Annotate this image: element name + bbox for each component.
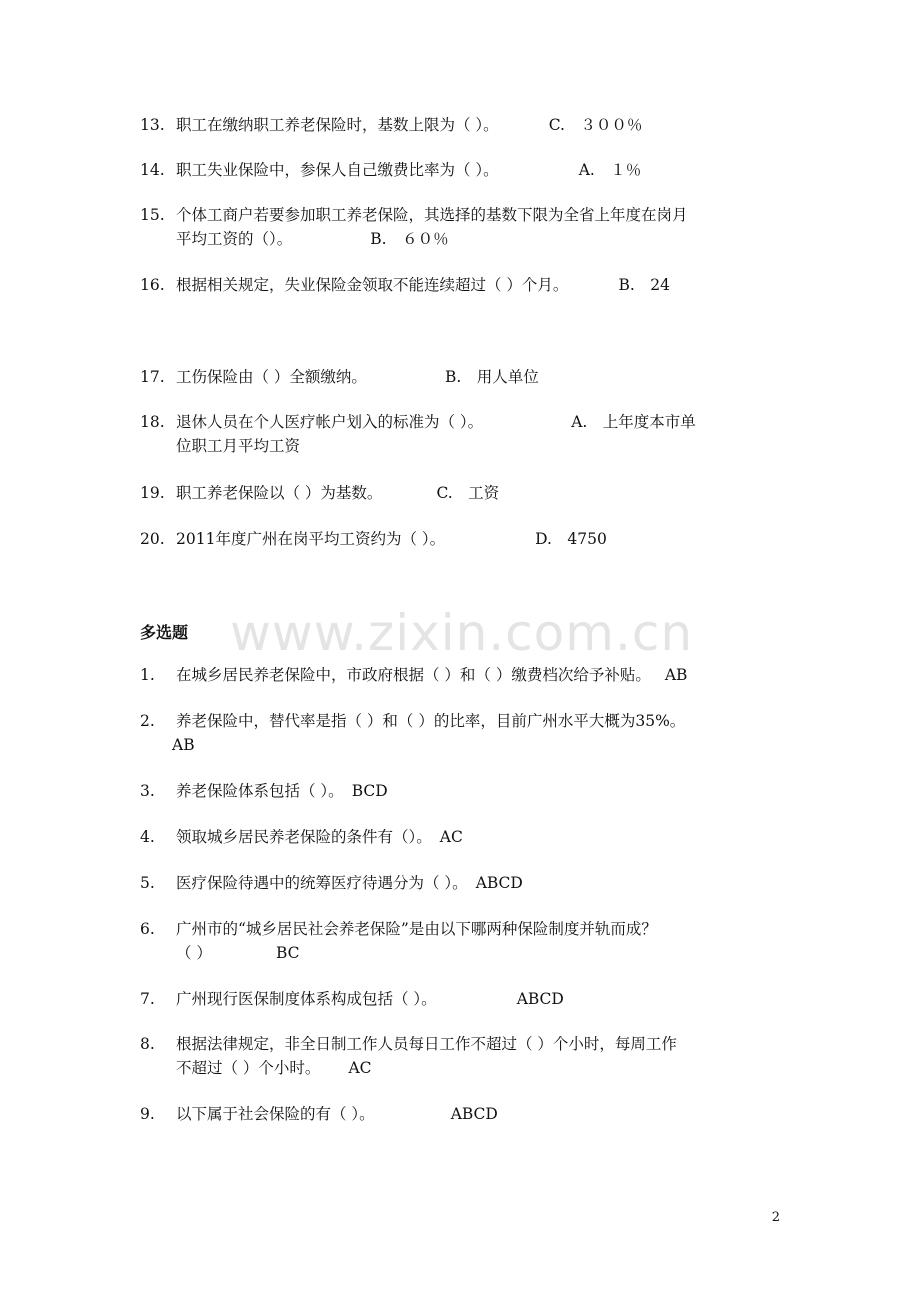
question-18 — [140, 410, 790, 458]
question-number: 16. — [140, 276, 165, 294]
question-number: 18. — [140, 413, 165, 431]
answer-text: AC — [439, 828, 463, 846]
question-text-continued — [140, 941, 790, 965]
question-text: 广州现行医保制度体系构成包括（ ）。 — [176, 990, 437, 1008]
question-text: 2011年度广州在岗平均工资约为（ ）。 — [176, 530, 446, 548]
question-number: 6. — [140, 920, 155, 938]
multi-question-6 — [140, 917, 790, 965]
answer-text: ABCD — [475, 874, 523, 892]
question-text-continued — [140, 1056, 790, 1080]
question-text-continued — [140, 227, 790, 251]
question-number: 7. — [140, 990, 155, 1008]
question-number: 17. — [140, 368, 165, 386]
answer-text: C. 工资 — [436, 484, 500, 502]
question-text: 以下属于社会保险的有（ ）。 — [176, 1105, 375, 1123]
question-text: 根据法律规定，非全日制工作人员每日工作不超过（ ）个小时，每周工作 — [176, 1035, 677, 1053]
multi-question-5 — [140, 871, 790, 895]
multi-question-3 — [140, 779, 790, 803]
question-text-continued-label: 不超过（ ）个小时。 — [176, 1059, 321, 1077]
answer-text: B. ６０％ — [370, 230, 449, 248]
question-text: 在城乡居民养老保险中，市政府根据（ ）和（ ）缴费档次给予补贴。 — [176, 666, 651, 684]
question-text: 养老保险体系包括（ ）。 — [176, 782, 344, 800]
answer-text: BCD — [351, 782, 388, 800]
answer-text: B. 用人单位 — [444, 368, 539, 386]
watermark: www.zixin.com.cn — [230, 604, 694, 662]
question-text: 养老保险中，替代率是指（ ）和（ ）的比率，目前广州水平大概为35%。 — [176, 712, 686, 730]
answer-text: A. 上年度本市单 — [571, 413, 696, 431]
question-number: 14. — [140, 161, 165, 179]
question-14 — [140, 158, 790, 182]
question-number: 20. — [140, 530, 165, 548]
section-title-multiple-choice: 多选题 — [140, 623, 189, 642]
question-13 — [140, 113, 790, 137]
question-text: 医疗保险待遇中的统筹医疗待遇分为（ ）。 — [176, 874, 468, 892]
question-19 — [140, 481, 790, 505]
answer-text: AB — [664, 666, 688, 684]
question-text-continued-label: 平均工资的（）。 — [176, 230, 293, 248]
multi-question-7 — [140, 987, 790, 1011]
question-text: 领取城乡居民养老保险的条件有（）。 — [176, 828, 432, 846]
question-15 — [140, 203, 790, 251]
answer-text: C. ３００％ — [548, 116, 643, 134]
question-16 — [140, 273, 790, 297]
question-number: 5. — [140, 874, 155, 892]
question-text: 个体工商户若要参加职工养老保险，其选择的基数下限为全省上年度在岗月 — [176, 206, 688, 224]
question-text: 职工失业保险中，参保人自己缴费比率为（ ）。 — [176, 161, 499, 179]
question-text: 广州市的“城乡居民社会养老保险”是由以下哪两种保险制度并轨而成？ — [176, 920, 657, 938]
answer-text: A. １％ — [578, 161, 642, 179]
question-text: 职工在缴纳职工养老保险时，基数上限为（ ）。 — [176, 116, 499, 134]
question-20 — [140, 527, 790, 551]
question-text: 工伤保险由（ ）全额缴纳。 — [176, 368, 367, 386]
question-number: 4. — [140, 828, 155, 846]
answer-text: BC — [275, 944, 300, 962]
question-text: 职工养老保险以（ ）为基数。 — [176, 484, 383, 502]
answer-text: AC — [348, 1059, 372, 1077]
answer-text: ABCD — [450, 1105, 498, 1123]
question-number: 3. — [140, 782, 155, 800]
question-text: 退休人员在个人医疗帐户划入的标准为（ ）。 — [176, 413, 484, 431]
multi-question-9 — [140, 1102, 790, 1126]
question-number: 9. — [140, 1105, 155, 1123]
question-text: 根据相关规定，失业保险金领取不能连续超过（ ）个月。 — [176, 276, 569, 294]
question-number: 13. — [140, 116, 165, 134]
question-text-continued: 位职工月平均工资 — [176, 437, 301, 455]
question-17 — [140, 365, 790, 389]
answer-text: D. 4750 — [535, 530, 607, 548]
page-number: 2 — [771, 1210, 780, 1225]
multi-question-4 — [140, 825, 790, 849]
question-number: 1. — [140, 666, 155, 684]
question-number: 2. — [140, 712, 155, 730]
answer-text: B. 24 — [618, 276, 670, 294]
multi-question-1 — [140, 663, 790, 687]
multi-question-2 — [140, 709, 790, 757]
question-number: 15. — [140, 206, 165, 224]
question-text-continued-label: （ ） — [176, 944, 212, 962]
question-number: 8. — [140, 1035, 155, 1053]
answer-text: AB — [172, 736, 195, 754]
multi-question-8 — [140, 1032, 790, 1080]
question-number: 19. — [140, 484, 165, 502]
answer-text: ABCD — [516, 990, 564, 1008]
